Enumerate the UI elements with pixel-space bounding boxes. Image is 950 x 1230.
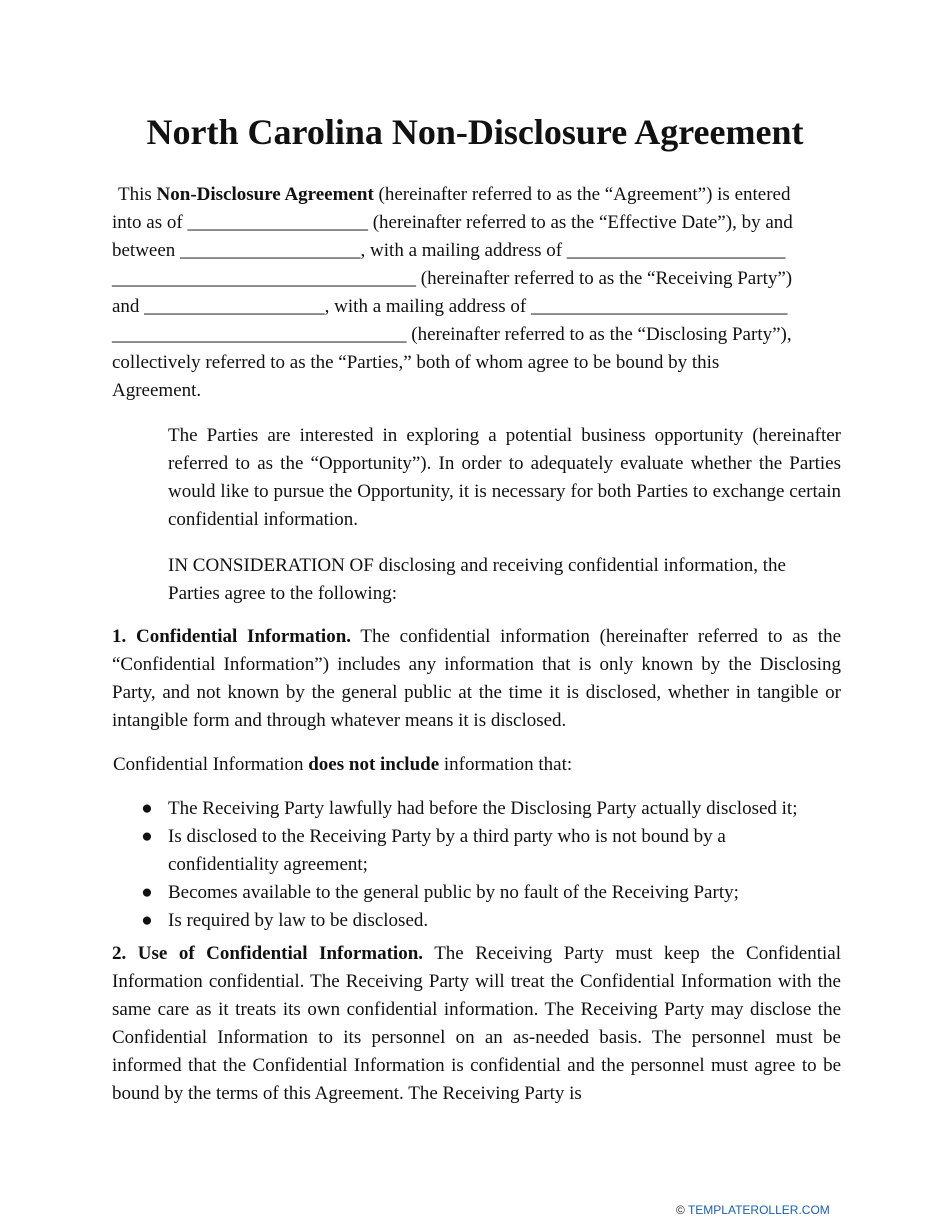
- copyright-icon: ©: [676, 1203, 685, 1217]
- intro-line-2: into as of ___________________ (hereinafter referred to as the “Effective Date”), by and: [112, 212, 793, 233]
- exclusions-intro: Confidential Information does not include information that:: [113, 754, 573, 775]
- document-title: North Carolina Non-Disclosure Agreement: [146, 112, 804, 152]
- opportunity-paragraph: The Parties are interested in exploring a potential business opportunity (hereinafter referred to as the “Opportunity”). In order to adequately evaluate whether the Parties would like to pursue the Opportunity, it is necessary for both Parties to exchange certain confidential information.: [168, 425, 841, 530]
- section-2-use-of-confidential-information: [112, 940, 841, 1108]
- exclusions-list: [112, 795, 852, 935]
- intro-line-4: ________________________________ (hereinafter referred to as the “Receiving Party”): [112, 268, 793, 289]
- list-item: ● Is disclosed to the Receiving Party by a third party who is not bound by a confidentiality agreement;: [112, 823, 852, 879]
- list-item: ● Is required by law to be disclosed.: [112, 907, 852, 935]
- intro-paragraph: [112, 181, 847, 405]
- bullet-icon: ●: [141, 882, 153, 903]
- bullet-icon: ●: [141, 826, 153, 847]
- intro-line-3: between ___________________, with a mailing address of _______________________: [112, 240, 786, 261]
- bullet-icon: ●: [141, 910, 153, 931]
- section-2-text: The Receiving Party must keep the Confidential Information confidential. The Receiving Party will treat the Confidential Information with the same care as it treats its own confidential information. The Receiving Party may disclose the Confidential Information to its personnel on an as-needed basis. The personnel must be informed that the Confidential Information is confidential and the personnel must agree to be bound by the terms of this Agreement. The Receiving Party is: [112, 943, 842, 1104]
- intro-line-8: Agreement.: [112, 380, 202, 401]
- consideration-line-1: IN CONSIDERATION OF disclosing and receiving confidential information, the: [168, 555, 786, 576]
- agreement-name-bold: Non-Disclosure Agreement: [156, 184, 374, 205]
- footer-credit[interactable]: [676, 1202, 830, 1218]
- intro-line-1: This Non-Disclosure Agreement (hereinafter referred to as the “Agreement”) is entered: [118, 184, 791, 205]
- intro-line-7: collectively referred to as the “Parties,” both of whom agree to be bound by this: [112, 352, 720, 373]
- consideration-paragraph: [168, 552, 841, 608]
- consideration-line-2: Parties agree to the following:: [168, 583, 397, 604]
- section-1-heading: 1. Confidential Information.: [112, 626, 352, 647]
- does-not-include-bold: does not include: [308, 754, 440, 775]
- list-item: ● The Receiving Party lawfully had before the Disclosing Party actually disclosed it;: [112, 795, 852, 823]
- section-1-text: The confidential information (hereinafter referred to as the “Confidential Information”) includes any information that is only known by the Disclosing Party, and not known by the general public at the time it is disclosed, whether in tangible or intangible form and through whatever means it is disclosed.: [112, 626, 841, 731]
- bullet-icon: ●: [141, 798, 153, 819]
- list-item: ● Becomes available to the general public by no fault of the Receiving Party;: [112, 879, 852, 907]
- section-2-heading: 2. Use of Confidential Information.: [112, 943, 424, 964]
- section-1-confidential-information: [112, 623, 841, 735]
- intro-line-5: and ___________________, with a mailing address of ___________________________: [112, 296, 788, 317]
- intro-line-6: _______________________________ (hereinafter referred to as the “Disclosing Party”),: [112, 324, 792, 345]
- footer-site-link[interactable]: TEMPLATEROLLER.COM: [687, 1203, 830, 1217]
